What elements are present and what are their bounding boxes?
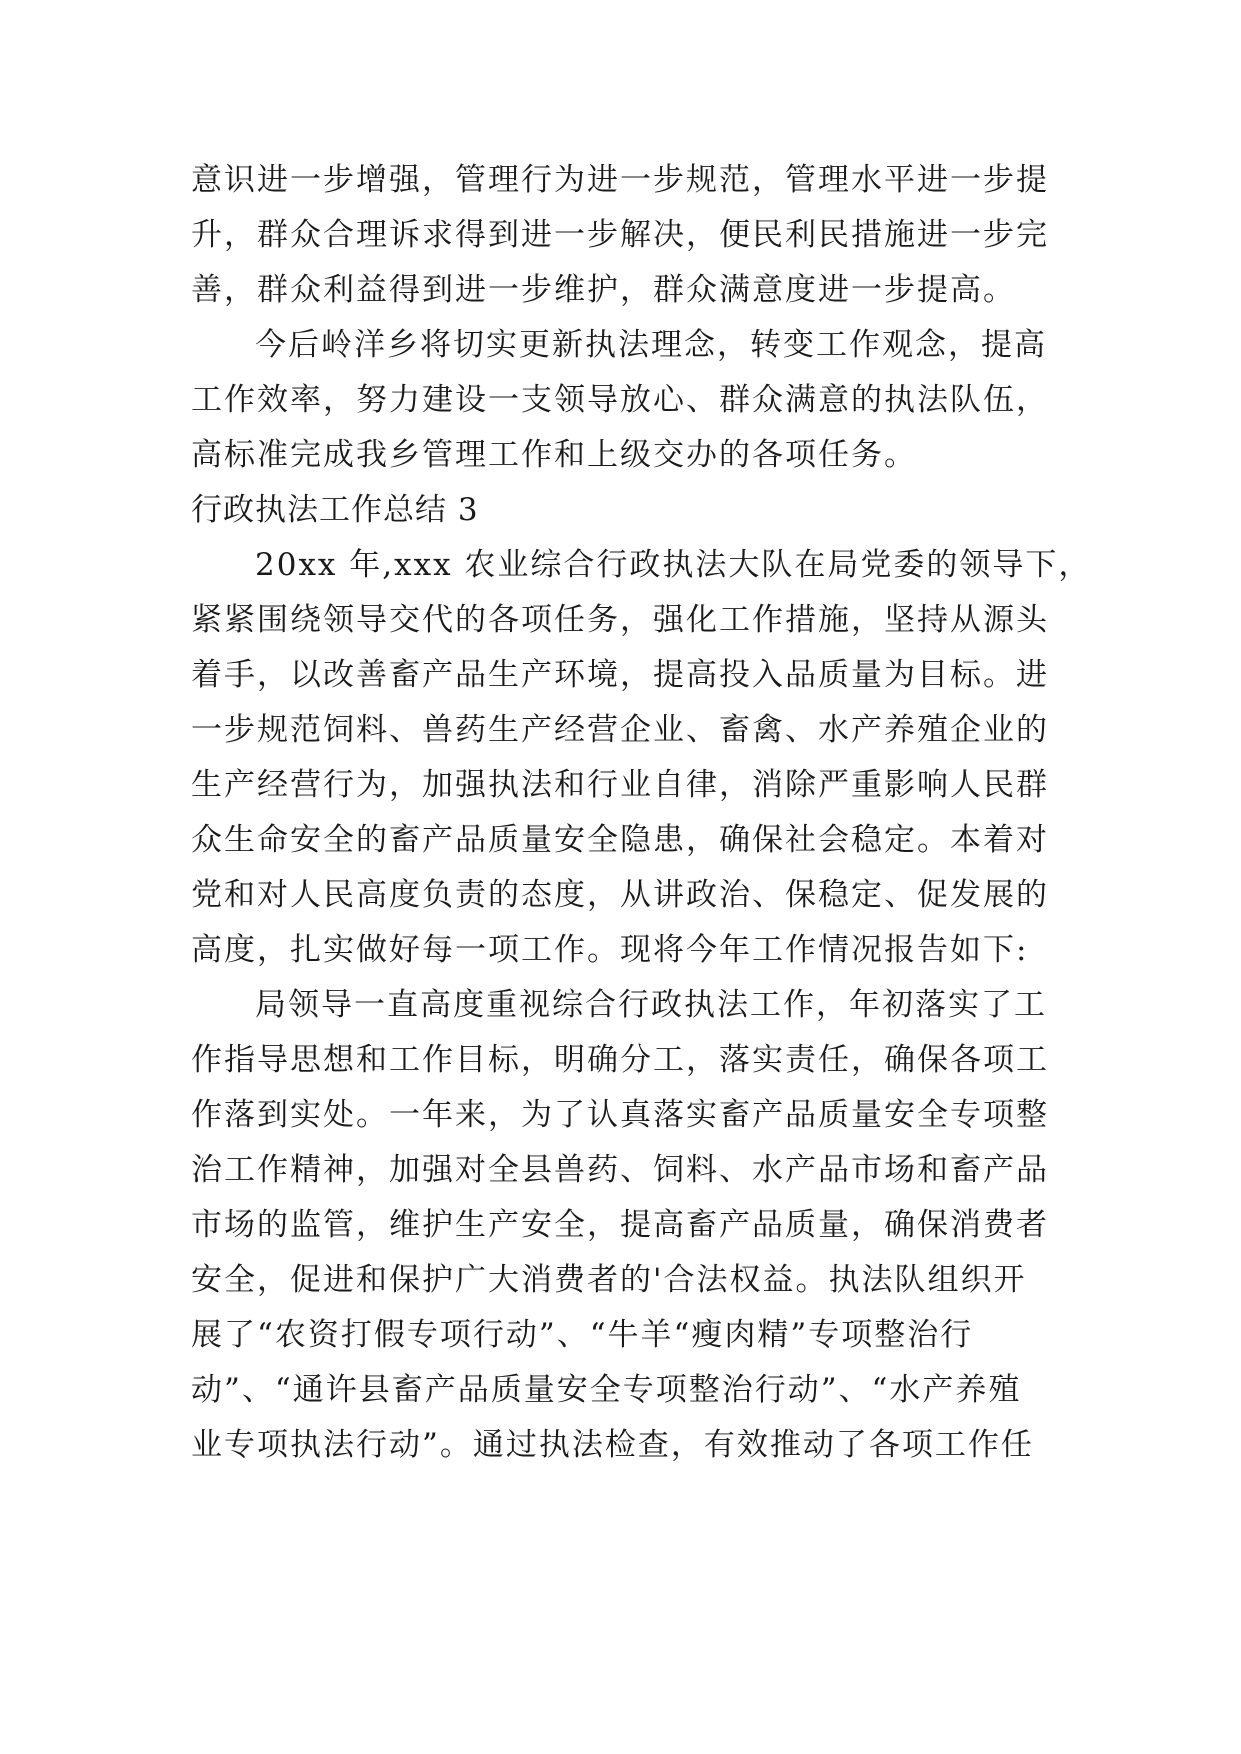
text-line: 治工作精神，加强对全县兽药、饲料、水产品市场和畜产品: [191, 1152, 1049, 1188]
text-line: 作落到实处。一年来，为了认真落实畜产品质量安全专项整: [191, 1097, 1049, 1133]
paragraph-first-line: 20xx 年,xxx 农业综合行政执法大队在局党委的领导下，: [255, 547, 1092, 583]
text-line: 工作效率，努力建设一支领导放心、群众满意的执法队伍，: [191, 382, 1049, 418]
text-line: 一步规范饲料、兽药生产经营企业、畜禽、水产养殖企业的: [191, 712, 1049, 748]
text-line: 高度，扎实做好每一项工作。现将今年工作情况报告如下:: [191, 932, 1029, 968]
text-line: 党和对人民高度负责的态度，从讲政治、保稳定、促发展的: [191, 877, 1049, 913]
text-line: 着手，以改善畜产品生产环境，提高投入品质量为目标。进: [191, 657, 1049, 693]
text-line: 业专项执法行动”。通过执法检查，有效推动了各项工作任: [191, 1427, 1034, 1463]
text-line: 紧紧围绕领导交代的各项任务，强化工作措施，坚持从源头: [191, 602, 1049, 638]
document-body: [191, 153, 1092, 1473]
text-line: 动”、“通许县畜产品质量安全专项整治行动”、“水产养殖: [191, 1372, 1022, 1408]
text-line: 作指导思想和工作目标，明确分工，落实责任，确保各项工: [191, 1042, 1049, 1078]
text-line: 展了“农资打假专项行动”、“牛羊“瘦肉精”专项整治行: [191, 1317, 974, 1353]
text-line: 升，群众合理诉求得到进一步解决，便民利民措施进一步完: [191, 217, 1049, 253]
paragraph-first-line: 今后岭洋乡将切实更新执法理念，转变工作观念，提高: [255, 327, 1047, 363]
text-line: 意识进一步增强，管理行为进一步规范，管理水平进一步提: [191, 162, 1049, 198]
section-heading: 行政执法工作总结 3: [191, 492, 479, 528]
text-line: 高标准完成我乡管理工作和上级交办的各项任务。: [191, 437, 917, 473]
text-line: 生产经营行为，加强执法和行业自律，消除严重影响人民群: [191, 767, 1049, 803]
text-line: 众生命安全的畜产品质量安全隐患，确保社会稳定。本着对: [191, 822, 1049, 858]
text-line: 善，群众利益得到进一步维护，群众满意度进一步提高。: [191, 272, 1016, 308]
paragraph-first-line: 局领导一直高度重视综合行政执法工作，年初落实了工: [255, 987, 1047, 1023]
text-line: 市场的监管，维护生产安全，提高畜产品质量，确保消费者: [191, 1207, 1049, 1243]
text-line: 安全，促进和保护广大消费者的'合法权益。执法队组织开: [191, 1262, 1027, 1298]
